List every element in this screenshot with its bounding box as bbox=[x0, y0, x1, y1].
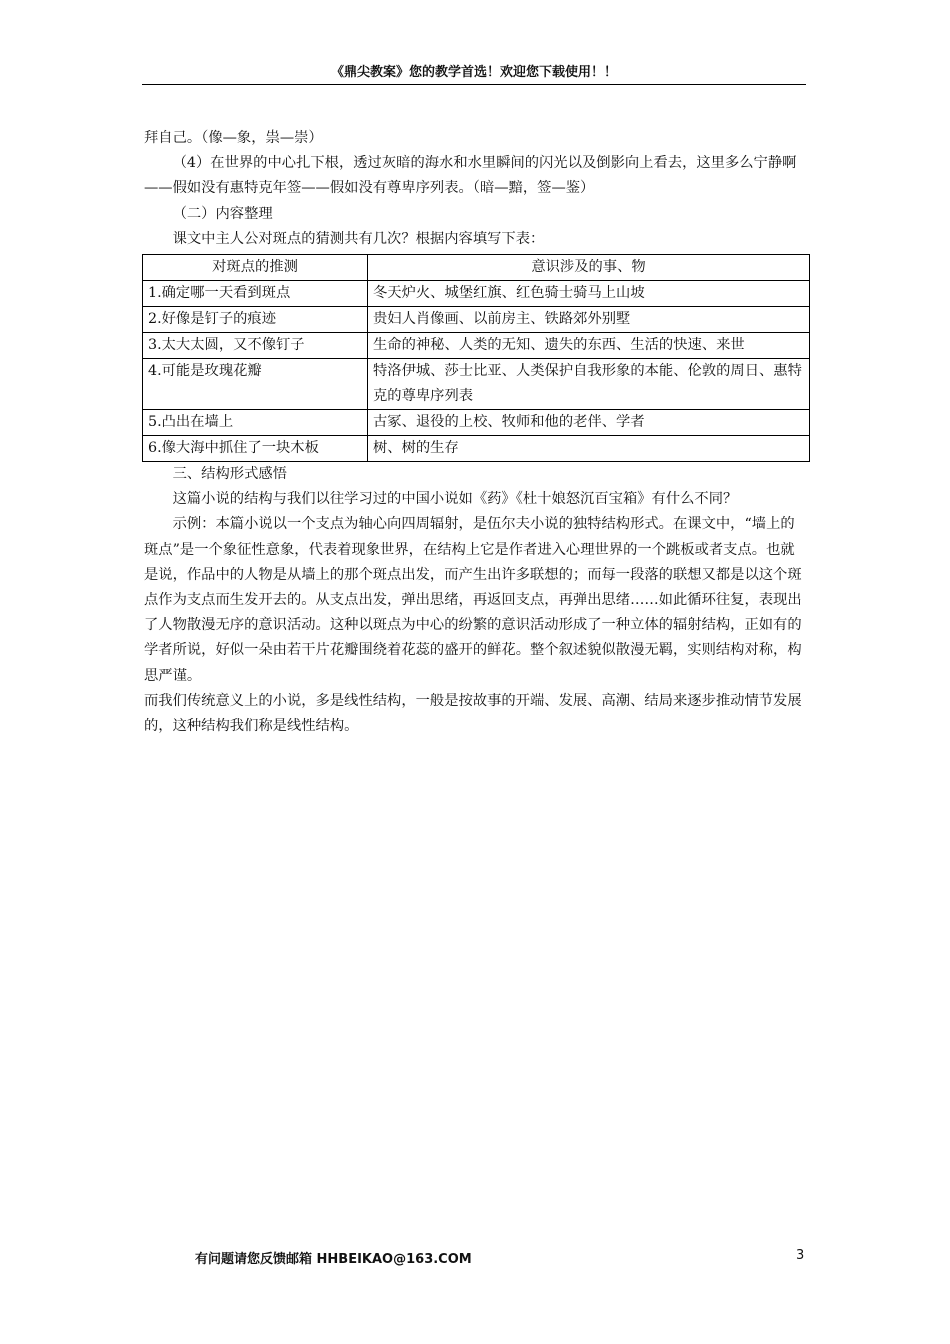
table-row bbox=[143, 307, 810, 333]
question-paragraph: 这篇小说的结构与我们以往学习过的中国小说如《药》《杜十娘怒沉百宝箱》有什么不同？ bbox=[172, 491, 738, 508]
example-paragraph: 示例：本篇小说以一个支点为轴心向四周辐射，是伍尔夫小说的独特结构形式。在课文中，“墙上的斑点”是一个象征性意象，代表着现象世界，在结构上它是作者进入心理世界的一个跳板或者支点。也就是说，作品中的人物是从墙上的那个斑点出发，而产生出许多联想的；而每一段落的联想又都是以这个斑点作为支点而生发开去的。从支点出发，弹出思绪，再返回支点，再弹出思绪……如此循环往复，表现出了人物散漫无序的意识活动。这种以斑点为中心的纷繁的意识活动形成了一种立体的辐射结构，正如有的学者所说，好似一朵由若干片花瓣围绕着花蕊的盛开的鲜花。整个叙述貌似散漫无羁，实则结构对称，构思严谨。 bbox=[144, 516, 802, 684]
table-cell: 生命的神秘、人类的无知、遗失的东西、生活的快速、来世 bbox=[368, 333, 810, 359]
closing-paragraph: 而我们传统意义上的小说，多是线性结构，一般是按故事的开端、发展、高潮、结局来逐步推动情节发展的，这种结构我们称是线性结构。 bbox=[144, 692, 802, 735]
table-row bbox=[143, 359, 810, 410]
table-header-cell: 意识涉及的事、物 bbox=[368, 255, 810, 281]
page-number: 3 bbox=[796, 1248, 805, 1263]
section-2-heading: （二）内容整理 bbox=[172, 205, 273, 222]
table-cell: 特洛伊城、莎士比亚、人类保护自我形象的本能、伦敦的周日、惠特克的尊卑序列表 bbox=[368, 359, 810, 410]
table-cell: 2.好像是钉子的痕迹 bbox=[143, 307, 368, 333]
table-cell: 古冢、退役的上校、牧师和他的老伴、学者 bbox=[368, 410, 810, 436]
table-cell: 冬天炉火、城堡红旗、红色骑士骑马上山坡 bbox=[368, 281, 810, 307]
page-footer: 有问题请您反馈邮箱 HHBEIKAO@163.COM bbox=[195, 1252, 472, 1267]
page-header: 《鼎尖教案》您的教学首选！欢迎您下载使用！！ bbox=[142, 64, 806, 85]
document-body bbox=[144, 126, 806, 739]
table-header-row bbox=[143, 255, 810, 281]
table-row bbox=[143, 436, 810, 462]
table-cell: 贵妇人肖像画、以前房主、铁路郊外别墅 bbox=[368, 307, 810, 333]
speculation-table bbox=[142, 254, 810, 462]
table-cell: 6.像大海中抓住了一块木板 bbox=[143, 436, 368, 462]
table-header-cell: 对斑点的推测 bbox=[143, 255, 368, 281]
table-cell: 5.凸出在墙上 bbox=[143, 410, 368, 436]
table-cell: 4.可能是玫瑰花瓣 bbox=[143, 359, 368, 410]
table-cell: 3.太大太圆，又不像钉子 bbox=[143, 333, 368, 359]
paragraph-1: 拜自己。（像—象，祟—崇） bbox=[144, 130, 323, 146]
table-row bbox=[143, 333, 810, 359]
table-row bbox=[143, 281, 810, 307]
table-cell: 1.确定哪一天看到斑点 bbox=[143, 281, 368, 307]
paragraph-2: （4）在世界的中心扎下根，透过灰暗的海水和水里瞬间的闪光以及倒影向上看去，这里多么宁静啊——假如没有惠特克年签——假如没有尊卑序列表。（暗—黯，签—鉴） bbox=[144, 155, 797, 197]
table-row bbox=[143, 410, 810, 436]
table-cell: 树、树的生存 bbox=[368, 436, 810, 462]
section-3-heading: 三、结构形式感悟 bbox=[172, 466, 287, 483]
table-intro: 课文中主人公对斑点的猜测共有几次？根据内容填写下表： bbox=[172, 230, 545, 247]
